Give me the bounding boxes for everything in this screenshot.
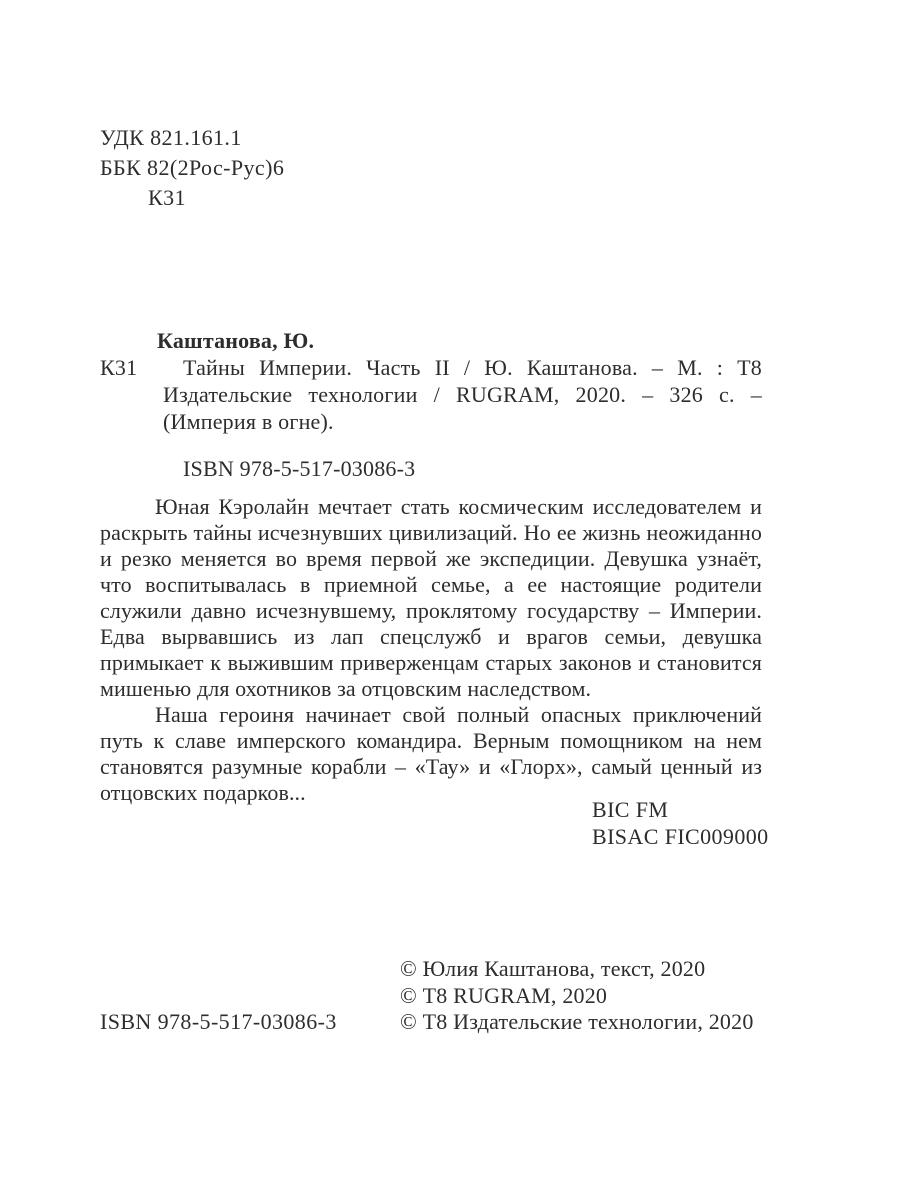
bic-code: BIC FM [592, 797, 669, 822]
isbn-bottom: ISBN 978-5-517-03086-3 [100, 1009, 337, 1034]
bisac-code: BISAC FIC009000 [592, 824, 769, 849]
bib-entry-text: Тайны Империи. Часть II / Ю. Каштанова. – М. : Т8 Издательские технологии / RUGRAM, 2020. – 326 с. – (Империя в огне). [163, 355, 762, 434]
copyright-line-rugram: © Т8 RUGRAM, 2020 [400, 982, 608, 1008]
copyright-line-author: © Юлия Каштанова, текст, 2020 [400, 956, 706, 981]
author-sign-code: К31 [148, 185, 186, 210]
subject-codes-block [592, 796, 769, 850]
annotation-block [100, 494, 762, 806]
author-header: Каштанова, Ю. [157, 328, 315, 353]
copyright-block [400, 956, 754, 1036]
bib-entry-code: К31 [100, 355, 138, 380]
udc-code: УДК 821.161.1 [100, 125, 242, 150]
annotation-paragraph-1: Юная Кэролайн мечтает стать космическим исследователем и раскрыть тайны исчезнувших цивилизаций. Но ее жизнь неожиданно и резко меняется во время первой же экспедиции. Девушка узнаёт, что воспитывалась в приемной семье, а ее настоящие родители служили давно исчезнувшему, проклятому государству – Империи. Едва вырвавшись из лап спецслужб и врагов семьи, девушка примыкает к выжившим приверженцам старых законов и становится мишенью для охотников за отцовским наследством. [100, 494, 762, 701]
bibliographic-record [100, 327, 762, 482]
classification-block [100, 123, 284, 213]
copyright-line-publisher: © Т8 Издательские технологии, 2020 [400, 1009, 754, 1034]
annotation-paragraph-2: Наша героиня начинает свой полный опасных приключений путь к славе имперского командира. Верным помощником на нем становятся разумные корабли – «Тау» и «Глорх», самый ценный из отцовских подарков... [100, 702, 762, 805]
bib-entry [100, 354, 762, 435]
bbk-code: ББК 82(2Рос-Рус)6 [100, 155, 285, 180]
isbn-statement: ISBN 978-5-517-03086-3 [183, 456, 416, 481]
